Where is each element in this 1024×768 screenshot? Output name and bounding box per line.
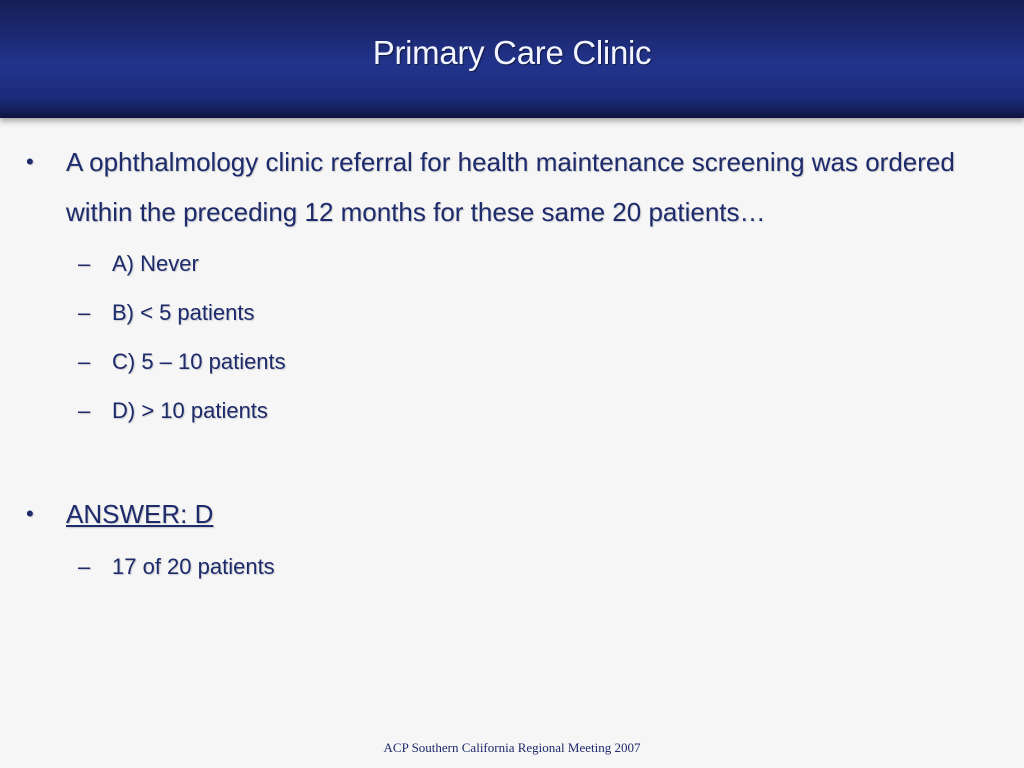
sub-item-text: C) 5 – 10 patients	[112, 349, 286, 374]
bullet-item-answer	[26, 489, 1016, 539]
sub-item-text: B) < 5 patients	[112, 300, 255, 325]
slide-footer: ACP Southern California Regional Meeting 2007	[383, 740, 641, 755]
bullet-text-line-2: within the preceding 12 months for these same 20 patients…	[66, 197, 766, 227]
bullet-icon: •	[26, 501, 34, 526]
answer-text: ANSWER: D	[66, 499, 214, 529]
slide-title: Primary Care Clinic	[372, 34, 652, 71]
bullet-item-question-continued	[26, 187, 1016, 237]
sub-item-text: D) > 10 patients	[112, 398, 268, 423]
sub-item-option-a	[78, 249, 199, 279]
dash-icon: –	[78, 554, 91, 579]
dash-icon: –	[78, 349, 91, 374]
sub-item-text: A) Never	[112, 251, 199, 276]
bullet-icon: •	[26, 149, 34, 174]
sub-item-option-d	[78, 396, 268, 426]
bullet-text-line-1: A ophthalmology clinic referral for health maintenance screening was ordered	[66, 147, 955, 177]
bullet-item-question	[26, 137, 1016, 187]
sub-item-option-c	[78, 347, 286, 377]
sub-item-text: 17 of 20 patients	[112, 554, 275, 579]
sub-item-answer-detail	[78, 552, 275, 582]
sub-item-option-b	[78, 298, 254, 328]
dash-icon: –	[78, 251, 91, 276]
dash-icon: –	[78, 398, 91, 423]
dash-icon: –	[78, 300, 91, 325]
